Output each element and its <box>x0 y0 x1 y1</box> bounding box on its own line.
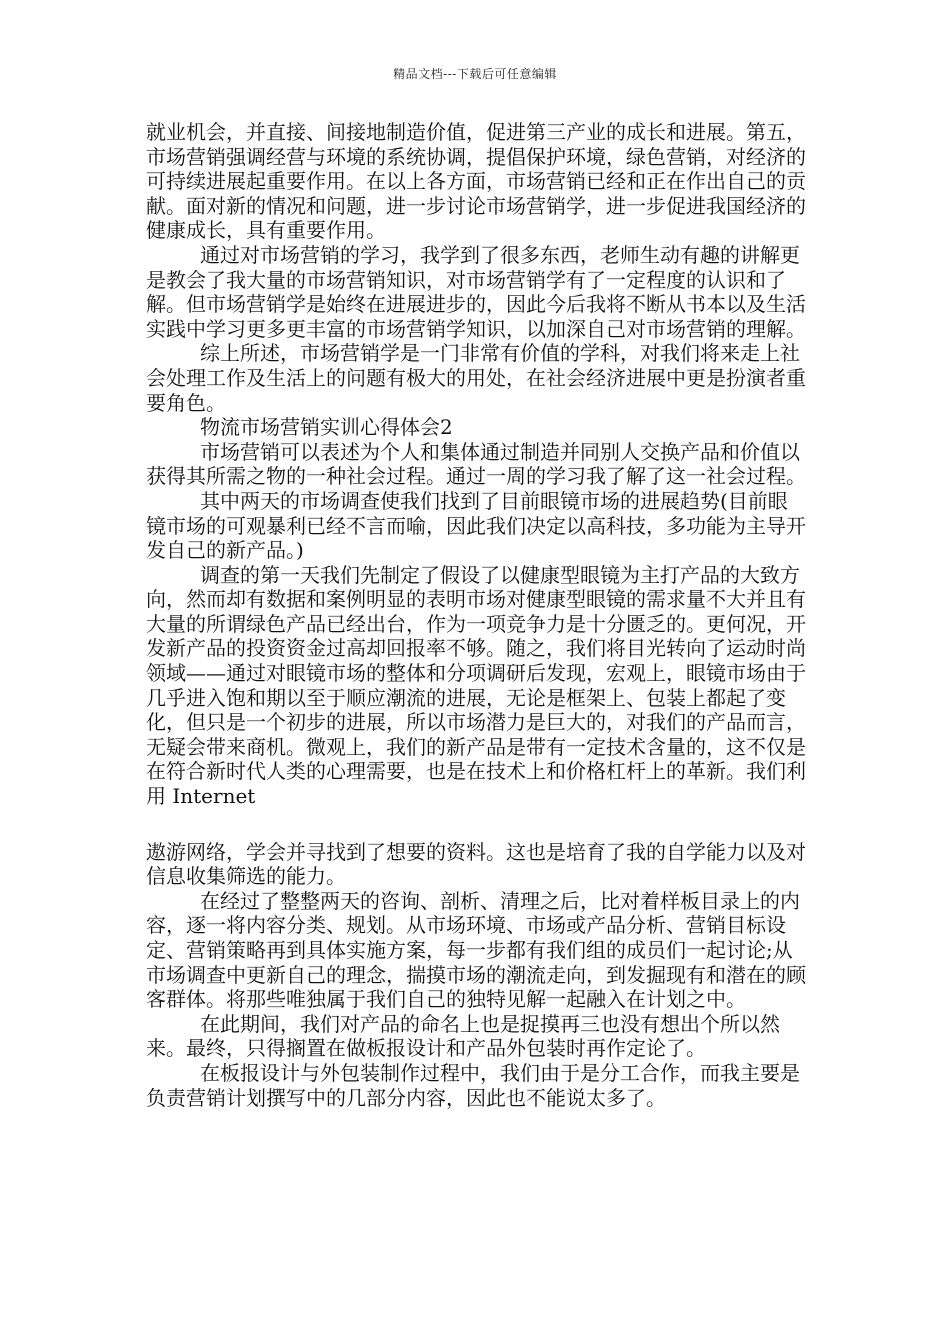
paragraph: 在经过了整整两天的咨询、剖析、清理之后，比对着样板目录上的内容，逐一将内容分类、规划。从市场环境、市场或产品分析、营销目标设定、营销策略再到具体实施方案，每一步都有我们组的成员们一起讨论;从市场调查中更新自己的理念，揣摸市场的潮流走向，到发掘现有和潜在的顾客群体。将那些唯独属于我们自己的独特见解一起融入在计划之中。 <box>146 888 806 1012</box>
section-heading: 物流市场营销实训心得体会2 <box>200 415 453 440</box>
paragraph: 在板报设计与外包装制作过程中，我们由于是分工合作，而我主要是负责营销计划撰写中的几部分内容，因此也不能说太多了。 <box>146 1060 800 1110</box>
paragraph: 就业机会，并直接、间接地制造价值，促进第三产业的成长和进展。第五，市场营销强调经营与环境的系统协调，提倡保护环境，绿色营销，对经济的可持续进展起重要作用。在以上各方面，市场营销已经和正在作出自己的贡献。面对新的情况和问题，进一步讨论市场营销学，进一步促进我国经济的健康成长，具有重要作用。 <box>146 120 806 243</box>
paragraph: 在此期间，我们对产品的命名上也是捉摸再三也没有想出个所以然来。最终，只得搁置在做板报设计和产品外包装时再作定论了。 <box>146 1011 780 1061</box>
paragraph: 市场营销可以表述为个人和集体通过制造并同别人交换产品和价值以获得其所需之物的一种社会过程。通过一周的学习我了解了这一社会过程。 <box>146 439 806 489</box>
paragraph: 通过对市场营销的学习，我学到了很多东西，老师生动有趣的讲解更是教会了我大量的市场营销知识，对市场营销学有了一定程度的认识和了解。但市场营销学是始终在进展进步的，因此今后我将不断从书本以及生活实践中学习更多更丰富的市场营销学知识，以加深自己对市场营销的理解。 <box>146 242 806 341</box>
paragraph: 调查的第一天我们先制定了假设了以健康型眼镜为主打产品的大致方向，然而却有数据和案例明显的表明市场对健康型眼镜的需求量不大并且有大量的所谓绿色产品已经出台，作为一项竞争力是十分匮乏的。更何况，开发新产品的投资资金过高却回报率不够。随之，我们将目光转向了运动时尚领域——通过对眼镜市场的整体和分项调研后发现，宏观上，眼镜市场由于几乎进入饱和期以至于顺应潮流的进展，无论是框架上、包装上都起了变化，但只是一个初步的进展，所以市场潜力是巨大的，对我们的产品而言，无疑会带来商机。微观上，我们的新产品是带有一定技术含量的，这不仅是在符合新时代人类的心理需要，也是在技术上和价格杠杆上的革新。我们利用 Internet <box>146 562 806 809</box>
document-body <box>146 120 806 1110</box>
blank-line <box>146 809 806 840</box>
paragraph: 其中两天的市场调查使我们找到了目前眼镜市场的进展趋势(目前眼镜市场的可观暴利已经不言而喻，因此我们决定以高科技，多功能为主导开发自己的新产品。) <box>146 488 806 563</box>
paragraph: 综上所述，市场营销学是一门非常有价值的学科，对我们将来走上社会处理工作及生活上的问题有极大的用处，在社会经济进展中更是扮演者重要角色。 <box>146 341 806 415</box>
paragraph: 遨游网络，学会并寻找到了想要的资料。这也是培育了我的自学能力以及对信息收集筛选的能力。 <box>146 839 806 889</box>
page-header: 精品文档---下载后可任意编辑 <box>393 67 557 81</box>
